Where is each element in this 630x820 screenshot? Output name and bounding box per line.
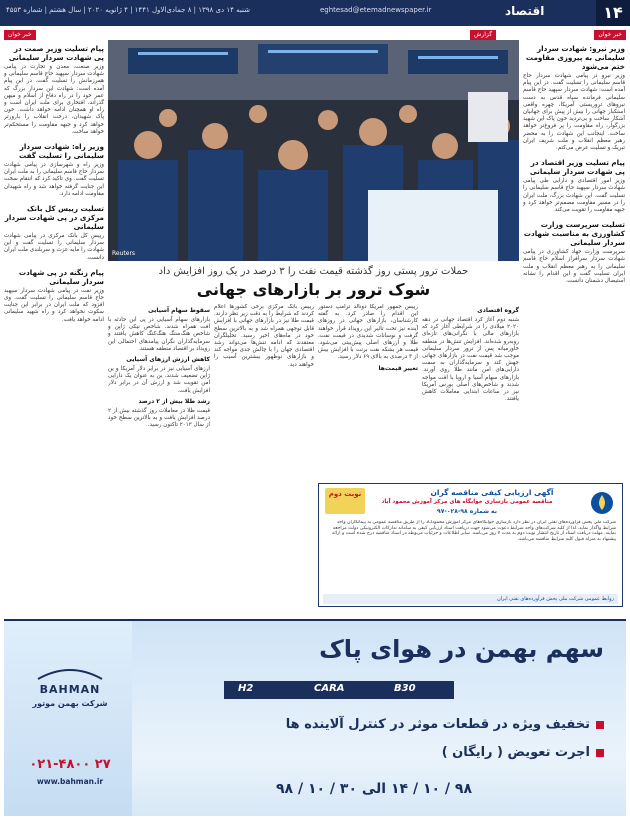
ad-brand-panel bbox=[4, 621, 132, 816]
tender-title: آگهی ارزیابی کیفی مناقصه گران bbox=[430, 488, 554, 497]
right-headline-1: وزیر نیرو: شهادت سردار سلیمانی به پیروزی مقاومت ختم می‌شود bbox=[525, 44, 625, 71]
right-body-2: وزیر امور اقتصادی و دارایی طی پیامی شهادت سردار سپهبد حاج قاسم سلیمانی را تسلیت گفت. این شهادت بزرگ، ملت ایران را در مسیر مقاومت مصمم‌تر خواهد کرد و جبهه مقاومت را تقویت می‌کند. bbox=[523, 178, 625, 214]
tender-subtitle: مناقصه عمومی بازسازی خوابگاه های مرکز آموزش محمود آباد bbox=[381, 499, 553, 505]
section-title: اقتصاد bbox=[505, 4, 545, 18]
ad-models-bar bbox=[224, 681, 454, 699]
tag-news-right: خبر خوان bbox=[594, 30, 626, 40]
tag-news-left: خبر خوان bbox=[4, 30, 36, 40]
article-kicker: حملات ترور پستی روز گذشته قیمت نفت را ۳ درصد در یک روز افزایش داد bbox=[158, 266, 469, 277]
logo-text-fa: شرکت بهمن موتور bbox=[32, 699, 108, 708]
photo-credit: Reuters bbox=[112, 250, 136, 257]
model-cara: CARA bbox=[314, 683, 345, 694]
tender-number: به شماره ۹۸-۰۲۸-۹۷ bbox=[437, 508, 497, 515]
article-text-1: شنبه دوم آغاز کرد اقتصاد جهانی در دهه ۲۰۲۰ میلادی را در شرایطی آغاز کرد که بازارهای مالی با نگرانی‌های تازه‌ای روبه‌رو شده‌اند. افزایش تنش‌ها در منطقه خاورمیانه پس از ترور سردار سلیمانی موجب شد قیمت نفت در بازارهای جهانی جهش کند و سرمایه‌گذاران به سمت دارایی‌های امن مانند طلا روی آورند. بازارهای سهام آسیا و اروپا با افت مواجه شدند و شاخص‌های اصلی بورس آمریکا نیز در ساعات ابتدایی معاملات کاهش یافتند. bbox=[422, 317, 519, 403]
article-group-label: گروه اقتصادی bbox=[477, 307, 519, 314]
article-column-1 bbox=[422, 304, 519, 480]
tender-body: شرکت ملی پخش فرآورده‌های نفتی ایران در نظر دارد بازسازی خوابگاه‌های مرکز آموزش محمودآباد را از طریق مناقصه عمومی به پیمانکاران واجد شرایط واگذار نماید. لذا از کلیه شرکت‌های واجد شرایط دعوت می‌شود جهت دریافت اسناد ارزیابی کیفی به سامانه تدارکات الکترونیکی دولت مراجعه نمایند. مهلت دریافت اسناد از تاریخ انتشار نوبت دوم به مدت ۷ روز می‌باشد. سایر اطلاعات و جزئیات مربوطه در اسناد مناقصه درج شده است و ارائه پیشنهاد به منزله قبول کلیه شرایط مناقصه می‌باشد. bbox=[332, 520, 616, 542]
article-column-2 bbox=[318, 304, 418, 480]
ad-offer-1 bbox=[204, 717, 604, 732]
left-headline-3: تسلیت رییس کل بانک مرکزی در پی شهادت سردار سلیمانی bbox=[4, 204, 104, 232]
tender-footer: روابط عمومی شرکت ملی پخش فرآورده‌های نفتی ایران bbox=[323, 594, 618, 604]
right-body-3: سرپرست وزارت جهاد کشاورزی در پیامی شهادت سردار سرافراز اسلام حاج قاسم سلیمانی را به رهبر معظم انقلاب و ملت ایران تسلیت گفت و این اقدام را نشانه استیصال دشمنان دانست. bbox=[523, 249, 625, 285]
right-headline-2: پیام تسلیت وزیر اقتصاد در پی شهادت سردار سلیمانی bbox=[529, 158, 625, 177]
logo-text-en: BAHMAN bbox=[39, 683, 101, 696]
ad-offer-2-text: اجرت تعویض ( رایگان ) bbox=[441, 745, 590, 760]
left-body-1: وزیر صنعت، معدن و تجارت در پیامی شهادت سردار سپهبد حاج قاسم سلیمانی و همرزمانش را تسلیت گفت. در این پیام آمده است: شهادت این سردار بزرگ که عمر خود را در راه دفاع از اسلام و میهن گذراند، افتخاری برای ملت ایران است و راه او همچنان ادامه خواهد داشت. خون پاک شهیدان، درخت انقلاب را بارورتر خواهد کرد و جبهه مقاومت را مستحکم‌تر خواهد ساخت. bbox=[4, 64, 104, 135]
article-text-3: رییس بانک مرکزی برخی کشورها اعلام کردند که شرایط را به دقت زیر نظر دارند. قیمت طلا نیز در بازارهای جهانی با افزایش قابل توجهی همراه شد و به بالاترین سطح خود در ماه‌های اخیر رسید. تحلیلگران معتقدند که ادامه تنش‌ها می‌تواند رشد اقتصادی جهان را با چالش جدی مواجه کند و بازارهای نوظهور بیشترین آسیب را خواهند دید. bbox=[214, 304, 314, 368]
left-column bbox=[4, 42, 104, 612]
article-subhead-asia-currency: کاهش ارزش ارزهای آسیایی bbox=[126, 356, 210, 364]
article-subhead-asia-stocks: سقوط سهام آسیایی bbox=[148, 307, 210, 314]
model-b30: B30 bbox=[394, 683, 416, 694]
tender-notice bbox=[318, 483, 623, 607]
company-logo-icon bbox=[588, 490, 616, 516]
left-headline-2: وزیر راه: شهادت سردار سلیمانی را تسلیت گفت bbox=[19, 142, 104, 161]
left-body-3: رییس کل بانک مرکزی در پیامی شهادت سردار سلیمانی را تسلیت گفت و این شهادت را مایه عزت و سربلندی ملت ایران دانست. bbox=[4, 233, 104, 261]
article-text-4c: قیمت طلا در معاملات روز گذشته بیش از ۲ درصد افزایش یافت و به بالاترین سطح خود از سال ۲۰۱۳ تاکنون رسید. bbox=[108, 407, 210, 429]
tag-report: گزارش bbox=[470, 30, 496, 40]
bullet-icon bbox=[596, 721, 604, 729]
notice-round-badge: نوبت دوم bbox=[325, 488, 365, 514]
article-subhead-gold: رشد طلا بیش از ۲ درصد bbox=[138, 397, 210, 405]
article-text-4: بازارهای سهام آسیایی در پی این حادثه با افت همراه شدند. شاخص نیکی ژاپن و شاخص هنگ‌سنگ هنگ‌کنگ کاهش یافتند و سرمایه‌گذاران نگران پیامدهای احتمالی این رویداد بر اقتصاد منطقه هستند. bbox=[108, 317, 210, 352]
article-text-2: رییس جمهور آمریکا دونالد ترامپ دستور این اقدام را صادر کرد. به گفته کارشناسان، بازارهای جهانی در روزهای آینده نیز تحت تاثیر این رویداد قرار خواهند گرفت و نوسانات شدیدی در قیمت نفت، طلا و ارزهای اصلی پیش‌بینی می‌شود. قیمت هر بشکه نفت برنت با افزایش بیش از ۳ درصدی به بالای ۶۹ دلار رسید. bbox=[318, 304, 418, 361]
left-body-4: وزیر نفت در پیامی شهادت سردار سپهبد حاج قاسم سلیمانی را تسلیت گفت. وی افزود که ملت ایران در برابر این جنایت سکوت نخواهد کرد و راه شهید سلیمانی ادامه خواهد یافت. bbox=[4, 287, 104, 323]
ad-offer-2 bbox=[204, 745, 604, 760]
email-address[interactable]: eghtesad@etemadnewspaper.ir bbox=[320, 6, 432, 14]
left-body-2: وزیر راه و شهرسازی در پیامی شهادت سردار حاج قاسم سلیمانی را به ملت ایران تسلیت گفت. وی تاکید کرد که انتقام سخت این جنایت گرفته خواهد شد و راه شهیدان مقاومت ادامه دارد. bbox=[4, 162, 104, 197]
ad-phone[interactable]: ۰۲۱-۴۸۰۰ ۲۷ bbox=[29, 757, 111, 772]
article-headline: شوک ترور بر بازارهای جهانی bbox=[196, 280, 431, 299]
model-h2: H2 bbox=[238, 683, 254, 694]
ad-title: سهم بهمن در هوای پاک bbox=[319, 635, 604, 663]
article-subhead-prices: تغییر قیمت‌ها bbox=[378, 364, 418, 372]
trading-floor-photo bbox=[108, 40, 519, 261]
ad-date-range: ۹۸ / ۱۰ / ۱۴ الی ۳۰ / ۱۰ / ۹۸ bbox=[275, 781, 473, 797]
issue-info: شنبه ۱۴ دی ۱۳۹۸ | ۸ جمادی‌الاول ۱۴۴۱ | ۴ ژانویه ۲۰۲۰ | سال هشتم | شماره ۴۵۵۳ bbox=[6, 6, 250, 14]
left-headline-1: پیام تسلیت وزیر صمت در پی شهادت سردار سلیمانی bbox=[8, 44, 104, 62]
article-column-4 bbox=[108, 304, 210, 604]
bahman-ad[interactable] bbox=[4, 619, 626, 816]
bahman-logo bbox=[18, 667, 122, 721]
page-number: ۱۴ bbox=[596, 0, 630, 26]
ad-website[interactable]: www.bahman.ir bbox=[36, 777, 104, 786]
right-body-1: وزیر نیرو در پیامی شهادت سردار حاج قاسم سلیمانی را تسلیت گفت. در این پیام آمده است: شهادت سردار سپهبد حاج قاسم سلیمانی فرمانده سپاه قدس به دست نیروهای تروریستی آمریکا، چهره واقعی استکبار جهانی را بیش از پیش برای جهانیان آشکار ساخت و بی‌تردید خون پاک این شهید بزرگوار، راه مقاومت را پر فروغ‌تر خواهد ساخت. اینجانب این شهادت را به محضر رهبر معظم انقلاب و ملت شریف ایران تبریک و تسلیت عرض می‌کنم. bbox=[523, 73, 625, 152]
bullet-icon bbox=[596, 749, 604, 757]
left-headline-4: پیام زنگنه در پی شهادت سردار سلیمانی bbox=[18, 267, 104, 286]
ad-offer-1-text: تخفیف ویژه در قطعات موثر در کنترل آلاینده ها bbox=[285, 717, 590, 732]
page-header bbox=[0, 0, 630, 26]
right-headline-3: تسلیت سرپرست وزارت کشاورزی به مناسبت شهادت سردار سلیمانی bbox=[523, 220, 625, 248]
article-text-4b: ارزهای آسیایی نیز در برابر دلار آمریکا و ین ژاپن تضعیف شدند. ین به عنوان یک دارایی امن تقویت شد و ارزش آن در برابر دلار افزایش یافت. bbox=[108, 366, 210, 394]
article-column-3 bbox=[214, 304, 314, 604]
